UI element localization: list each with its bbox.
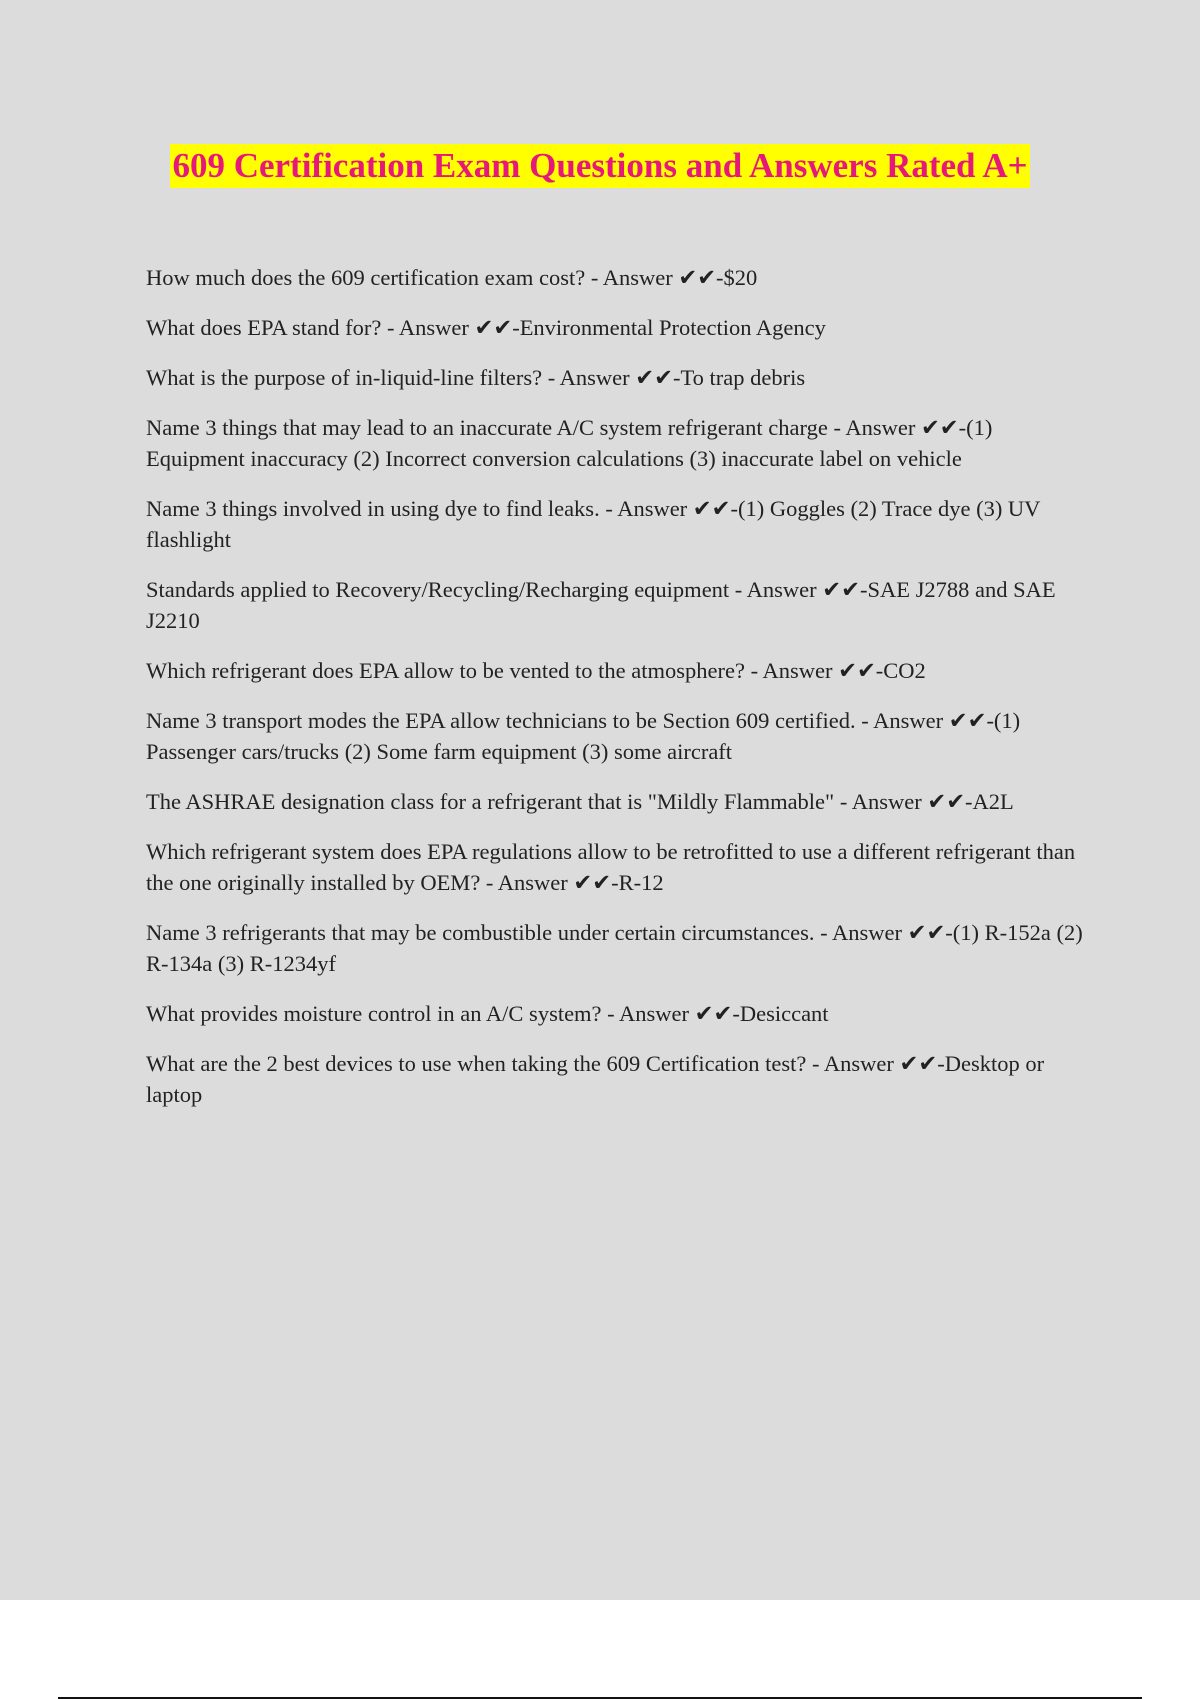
qa-item: Name 3 refrigerants that may be combustible under certain circumstances. - Answer ✔✔-(1) R-152a (2) R-134a (3) R-1234yf xyxy=(146,920,1083,976)
qa-item: The ASHRAE designation class for a refrigerant that is "Mildly Flammable" - Answer ✔✔-A2L xyxy=(146,789,1014,814)
qa-item: Name 3 things involved in using dye to find leaks. - Answer ✔✔-(1) Goggles (2) Trace dye (3) UV flashlight xyxy=(146,496,1041,552)
qa-item: Which refrigerant does EPA allow to be vented to the atmosphere? - Answer ✔✔-CO2 xyxy=(146,658,926,683)
document-title: 609 Certification Exam Questions and Answers Rated A+ xyxy=(170,144,1029,188)
qa-item: Which refrigerant system does EPA regulations allow to be retrofitted to use a different refrigerant than the one originally installed by OEM? - Answer ✔✔-R-12 xyxy=(146,839,1076,895)
qa-item: Name 3 transport modes the EPA allow technicians to be Section 609 certified. - Answer ✔✔-(1) Passenger cars/trucks (2) Some farm equipment (3) some aircraft xyxy=(146,708,1021,764)
qa-item: What provides moisture control in an A/C system? - Answer ✔✔-Desiccant xyxy=(146,1001,829,1026)
title-container xyxy=(0,144,1200,188)
qa-item: How much does the 609 certification exam cost? - Answer ✔✔-$20 xyxy=(146,265,758,290)
qa-item: What are the 2 best devices to use when taking the 609 Certification test? - Answer ✔✔-Desktop or laptop xyxy=(146,1051,1045,1107)
qa-list xyxy=(146,262,1086,1129)
footer-divider xyxy=(58,1697,1142,1699)
qa-item: Name 3 things that may lead to an inaccurate A/C system refrigerant charge - Answer ✔✔-(1) Equipment inaccuracy (2) Incorrect conversion calculations (3) inaccurate label on vehicle xyxy=(146,415,993,471)
qa-item: Standards applied to Recovery/Recycling/Recharging equipment - Answer ✔✔-SAE J2788 and SAE J2210 xyxy=(146,577,1056,633)
qa-item: What is the purpose of in-liquid-line filters? - Answer ✔✔-To trap debris xyxy=(146,365,806,390)
qa-item: What does EPA stand for? - Answer ✔✔-Environmental Protection Agency xyxy=(146,315,826,340)
